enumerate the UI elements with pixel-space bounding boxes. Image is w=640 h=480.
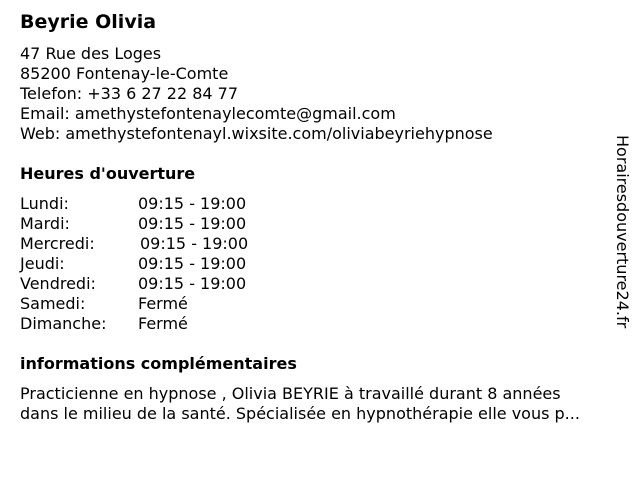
hours-day: Lundi: bbox=[20, 194, 69, 213]
hours-row-thursday bbox=[20, 254, 320, 274]
hours-row-sunday bbox=[20, 314, 320, 334]
hours-time: 09:15 - 19:00 bbox=[138, 274, 247, 293]
description-text bbox=[20, 384, 626, 424]
hours-day: Mardi: bbox=[20, 214, 70, 233]
hours-time: 09:15 - 19:00 bbox=[138, 214, 247, 233]
hours-day: Dimanche: bbox=[20, 314, 107, 333]
hours-row-monday bbox=[20, 194, 320, 214]
address-street: 47 Rue des Loges bbox=[20, 44, 162, 63]
hours-time: 09:15 - 19:00 bbox=[138, 194, 247, 213]
hours-row-friday bbox=[20, 274, 320, 294]
description-line: Practicienne en hypnose , Olivia BEYRIE à travaillé durant 8 années bbox=[20, 384, 561, 403]
hours-row-saturday bbox=[20, 294, 320, 314]
hours-time: Fermé bbox=[138, 314, 188, 333]
hours-row-wednesday bbox=[20, 234, 320, 254]
hours-time: 09:15 - 19:00 bbox=[140, 234, 249, 253]
description-line: dans le milieu de la santé. Spécialisée en hypnothérapie elle vous p... bbox=[20, 404, 580, 423]
hours-heading: Heures d'ouverture bbox=[20, 164, 196, 183]
hours-day: Jeudi: bbox=[20, 254, 65, 273]
email-line: Email: amethystefontenaylecomte@gmail.com bbox=[20, 104, 396, 123]
hours-row-tuesday bbox=[20, 214, 320, 234]
hours-day: Mercredi: bbox=[20, 234, 95, 253]
hours-time: Fermé bbox=[138, 294, 188, 313]
watermark bbox=[612, 135, 632, 341]
business-name: Beyrie Olivia bbox=[20, 11, 157, 33]
hours-time: 09:15 - 19:00 bbox=[138, 254, 247, 273]
info-heading: informations complémentaires bbox=[20, 354, 297, 373]
phone-line: Telefon: +33 6 27 22 84 77 bbox=[20, 84, 239, 103]
hours-day: Samedi: bbox=[20, 294, 86, 313]
contact-block bbox=[20, 44, 493, 144]
address-city: 85200 Fontenay-le-Comte bbox=[20, 64, 229, 83]
hours-day: Vendredi: bbox=[20, 274, 96, 293]
watermark-text: Horairesdouverture24.fr bbox=[613, 135, 632, 329]
opening-hours-list bbox=[20, 194, 320, 334]
website-line: Web: amethystefontenayl.wixsite.com/oliviabeyriehypnose bbox=[20, 124, 493, 143]
